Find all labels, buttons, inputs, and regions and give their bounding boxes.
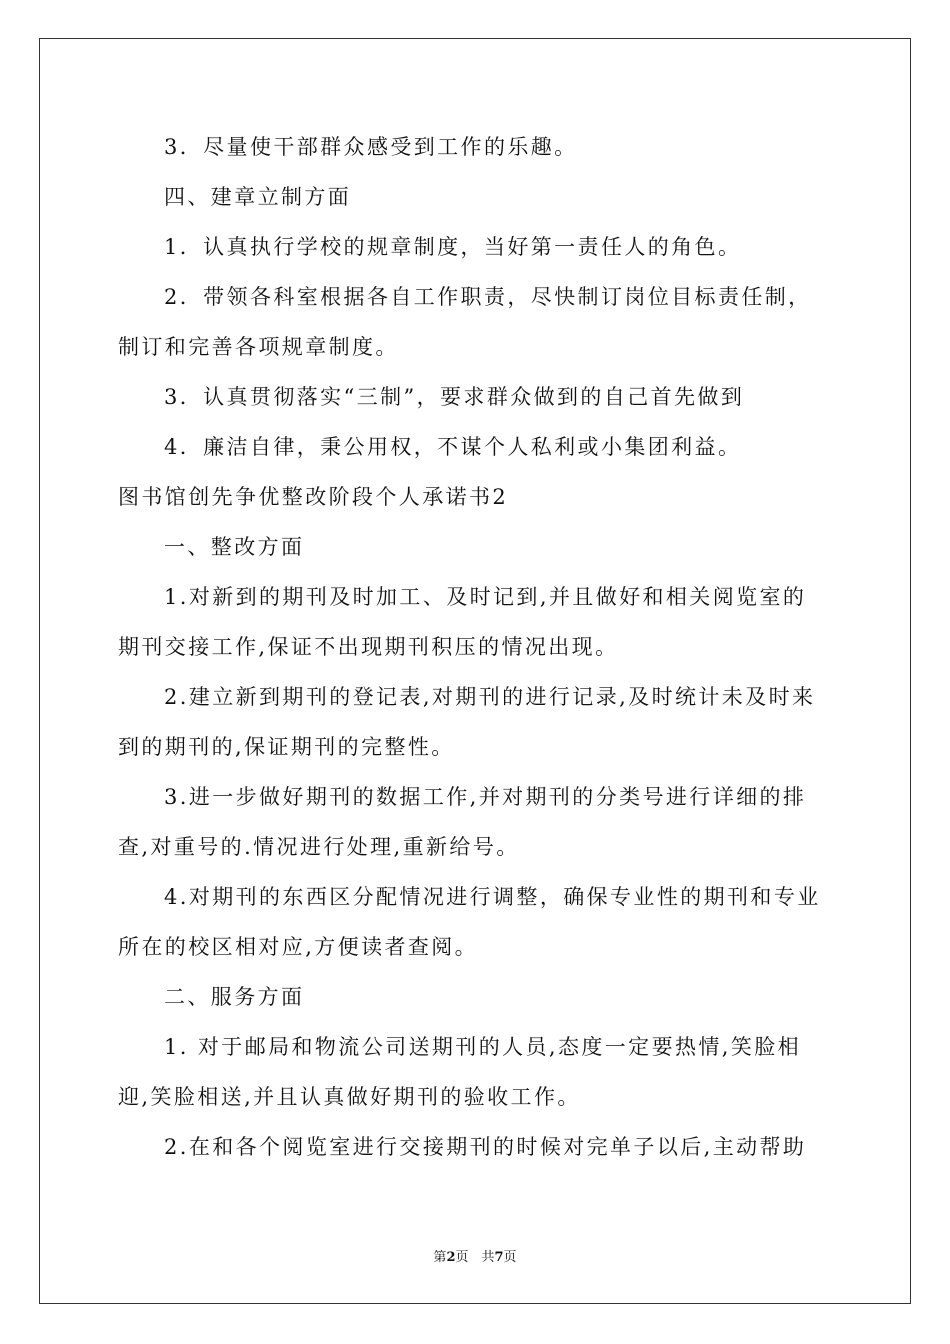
paragraph-line: 1. 对于邮局和物流公司送期刊的人员,态度一定要热情,笑脸相 [164,1035,802,1059]
paragraph-line: 4.对期刊的东西区分配情况进行调整，确保专业性的期刊和专业 [164,885,821,909]
paragraph-line: 所在的校区相对应,方便读者查阅。 [118,935,479,959]
paragraph-line: 3．认真贯彻落实“三制”，要求群众做到的自己首先做到 [164,385,745,409]
document-body [118,122,838,1172]
page-current: 2 [446,1250,456,1265]
paragraph-line: 到的期刊的,保证期刊的完整性。 [118,735,455,759]
page-suffix: 页 [503,1250,517,1265]
page-total: 7 [494,1250,504,1265]
paragraph-line: 2．带领各科室根据各自工作职责，尽快制订岗位目标责任制， [164,285,812,309]
paragraph-line: 4．廉洁自律，秉公用权，不谋个人私利或小集团利益。 [164,435,742,459]
section-heading: 二、服务方面 [164,985,305,1009]
paragraph-line: 期刊交接工作,保证不出现期刊积压的情况出现。 [118,635,619,659]
paragraph-line: 查,对重号的.情况进行处理,重新给号。 [118,835,520,859]
paragraph-line: 3．尽量使干部群众感受到工作的乐趣。 [164,135,578,159]
paragraph-line: 2.在和各个阅览室进行交接期刊的时候对完单子以后,主动帮助 [164,1135,807,1159]
document-title: 图书馆创先争优整改阶段个人承诺书2 [118,485,509,509]
page-prefix: 第 [433,1250,447,1265]
page-mid: 页 共 [455,1250,495,1265]
section-heading: 一、整改方面 [164,535,305,559]
paragraph-line: 1．认真执行学校的规章制度，当好第一责任人的角色。 [164,235,742,259]
paragraph-line: 2.建立新到期刊的登记表,对期刊的进行记录,及时统计未及时来 [164,685,816,709]
page-footer [0,1246,950,1265]
section-heading: 四、建章立制方面 [164,185,352,209]
paragraph-line: 迎,笑脸相送,并且认真做好期刊的验收工作。 [118,1085,581,1109]
paragraph-line: 1.对新到的期刊及时加工、及时记到,并且做好和相关阅览室的 [164,585,807,609]
paragraph-line: 3.进一步做好期刊的数据工作,并对期刊的分类号进行详细的排 [164,785,807,809]
paragraph-line: 制订和完善各项规章制度。 [118,335,399,359]
